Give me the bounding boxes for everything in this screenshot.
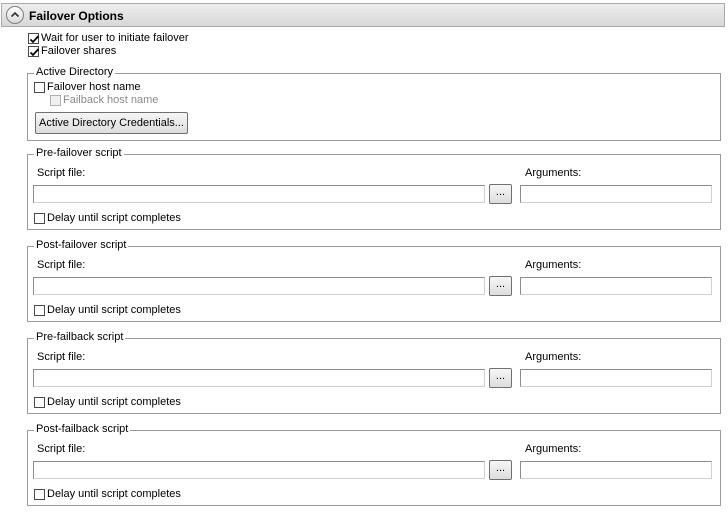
- active-directory-legend: Active Directory: [36, 66, 114, 78]
- pre-failback-arguments-input[interactable]: [520, 369, 712, 387]
- post-failback-arguments-input[interactable]: [520, 461, 712, 479]
- active-directory-group: [27, 66, 721, 141]
- post-failover-arguments-label: Arguments:: [525, 259, 582, 271]
- pre-failover-script-group: [27, 147, 721, 230]
- pre-failback-script-file-label: Script file:: [37, 351, 86, 363]
- pre-failover-delay-label: Delay until script completes: [47, 212, 181, 224]
- post-failback-delay-checkbox[interactable]: [34, 489, 45, 500]
- pre-failback-arguments-label: Arguments:: [525, 351, 582, 363]
- post-failback-script-legend: Post-failback script: [36, 423, 129, 435]
- post-failover-browse-button[interactable]: ...: [489, 276, 512, 296]
- post-failover-script-file-input[interactable]: [33, 277, 485, 295]
- wait-for-user-label: Wait for user to initiate failover: [41, 32, 189, 44]
- post-failover-delay-label: Delay until script completes: [47, 304, 181, 316]
- pre-failover-delay-checkbox[interactable]: [34, 213, 45, 224]
- section-header[interactable]: [1, 3, 725, 27]
- post-failover-arguments-input[interactable]: [520, 277, 712, 295]
- pre-failback-delay-checkbox[interactable]: [34, 397, 45, 408]
- active-directory-credentials-button[interactable]: Active Directory Credentials...: [35, 112, 188, 134]
- pre-failover-arguments-input[interactable]: [520, 185, 712, 203]
- failover-host-name-checkbox[interactable]: [34, 82, 45, 93]
- pre-failover-script-file-label: Script file:: [37, 167, 86, 179]
- pre-failover-script-file-input[interactable]: [33, 185, 485, 203]
- pre-failover-script-legend: Pre-failover script: [36, 147, 122, 159]
- failback-host-name-checkbox[interactable]: [50, 95, 61, 106]
- failover-shares-label: Failover shares: [41, 45, 117, 57]
- post-failback-delay-label: Delay until script completes: [47, 488, 181, 500]
- pre-failback-browse-button[interactable]: ...: [489, 368, 512, 388]
- post-failover-script-file-label: Script file:: [37, 259, 86, 271]
- post-failback-script-group: [27, 423, 721, 506]
- post-failover-script-group: [27, 239, 721, 322]
- post-failback-browse-button[interactable]: ...: [489, 460, 512, 480]
- pre-failback-script-group: [27, 331, 721, 414]
- section-title: Failover Options: [29, 9, 124, 23]
- post-failover-script-legend: Post-failover script: [36, 239, 127, 251]
- post-failback-script-file-label: Script file:: [37, 443, 86, 455]
- failover-shares-checkbox[interactable]: [28, 46, 39, 57]
- failover-host-name-label: Failover host name: [47, 81, 141, 93]
- pre-failover-arguments-label: Arguments:: [525, 167, 582, 179]
- wait-for-user-checkbox[interactable]: [28, 33, 39, 44]
- post-failback-arguments-label: Arguments:: [525, 443, 582, 455]
- post-failback-script-file-input[interactable]: [33, 461, 485, 479]
- pre-failback-script-legend: Pre-failback script: [36, 331, 124, 343]
- collapse-chevron-up-icon[interactable]: [6, 6, 24, 24]
- failback-host-name-label: Failback host name: [63, 94, 159, 106]
- pre-failover-browse-button[interactable]: ...: [489, 184, 512, 204]
- post-failover-delay-checkbox[interactable]: [34, 305, 45, 316]
- pre-failback-delay-label: Delay until script completes: [47, 396, 181, 408]
- pre-failback-script-file-input[interactable]: [33, 369, 485, 387]
